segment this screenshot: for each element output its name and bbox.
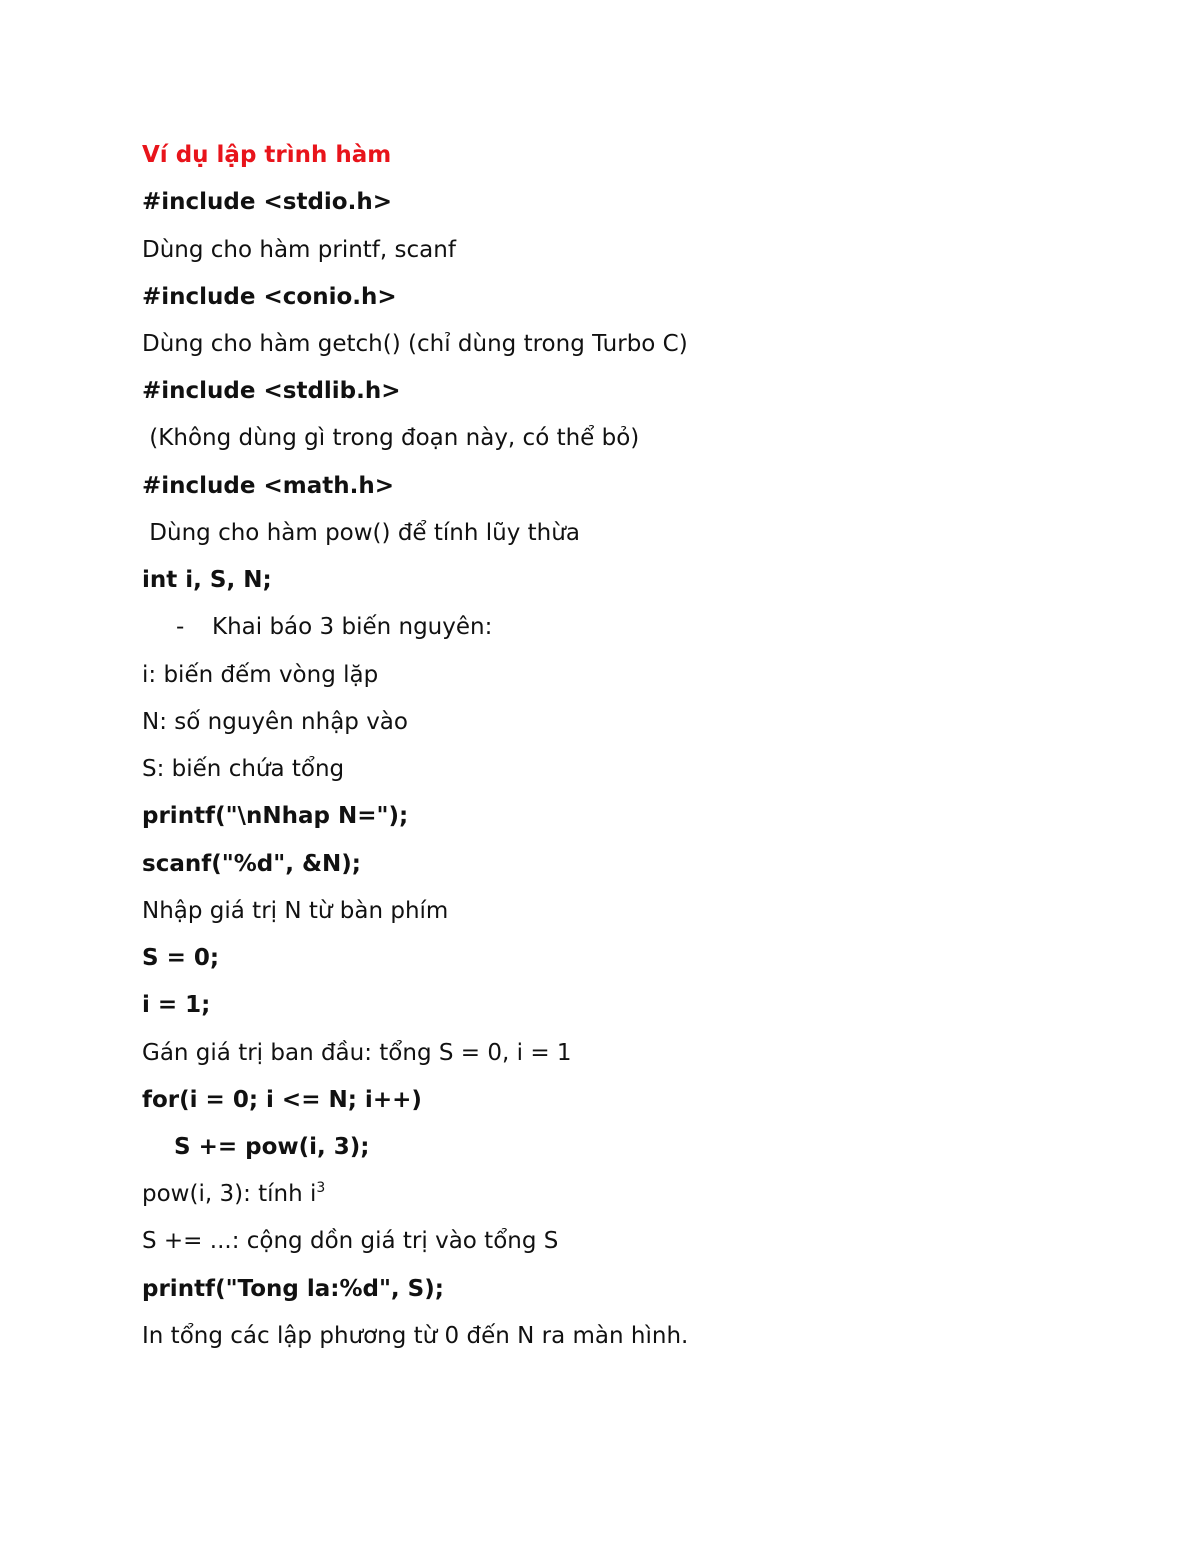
code-printf-prompt: printf("\nNhap N="); bbox=[142, 803, 409, 829]
code-printf-result: printf("Tong la:%d", S); bbox=[142, 1276, 444, 1302]
note-input: Nhập giá trị N từ bàn phím bbox=[142, 898, 449, 924]
note-conio: Dùng cho hàm getch() (chỉ dùng trong Turbo C) bbox=[142, 331, 688, 357]
note-accumulate: S += ...: cộng dồn giá trị vào tổng S bbox=[142, 1228, 559, 1254]
code-assign-i: i = 1; bbox=[142, 992, 211, 1018]
note-var-i: i: biến đếm vòng lặp bbox=[142, 662, 379, 688]
bullet-dash-marker: - bbox=[176, 614, 185, 640]
note-var-s: S: biến chứa tổng bbox=[142, 756, 345, 782]
document-title: Ví dụ lập trình hàm bbox=[142, 142, 392, 168]
note-stdlib: (Không dùng gì trong đoạn này, có thể bỏ) bbox=[142, 425, 640, 451]
code-assign-s: S = 0; bbox=[142, 945, 220, 971]
note-math: Dùng cho hàm pow() để tính lũy thừa bbox=[142, 520, 580, 546]
bullet-declare-text: Khai báo 3 biến nguyên: bbox=[212, 614, 493, 640]
note-assign: Gán giá trị ban đầu: tổng S = 0, i = 1 bbox=[142, 1040, 572, 1066]
note-var-n: N: số nguyên nhập vào bbox=[142, 709, 408, 735]
code-include-math: #include <math.h> bbox=[142, 473, 395, 499]
note-result: In tổng các lập phương từ 0 đến N ra màn hình. bbox=[142, 1323, 689, 1349]
code-include-stdio: #include <stdio.h> bbox=[142, 189, 392, 215]
code-loop-body: S += pow(i, 3); bbox=[174, 1134, 370, 1160]
code-include-stdlib: #include <stdlib.h> bbox=[142, 378, 401, 404]
note-pow-superscript: 3 bbox=[316, 1180, 326, 1196]
code-declare-vars: int i, S, N; bbox=[142, 567, 272, 593]
code-for-loop: for(i = 0; i <= N; i++) bbox=[142, 1087, 422, 1113]
code-include-conio: #include <conio.h> bbox=[142, 284, 397, 310]
note-pow-text: pow(i, 3): tính i bbox=[142, 1181, 317, 1207]
note-stdio: Dùng cho hàm printf, scanf bbox=[142, 237, 456, 263]
code-scanf: scanf("%d", &N); bbox=[142, 851, 361, 877]
note-pow bbox=[142, 1179, 325, 1209]
